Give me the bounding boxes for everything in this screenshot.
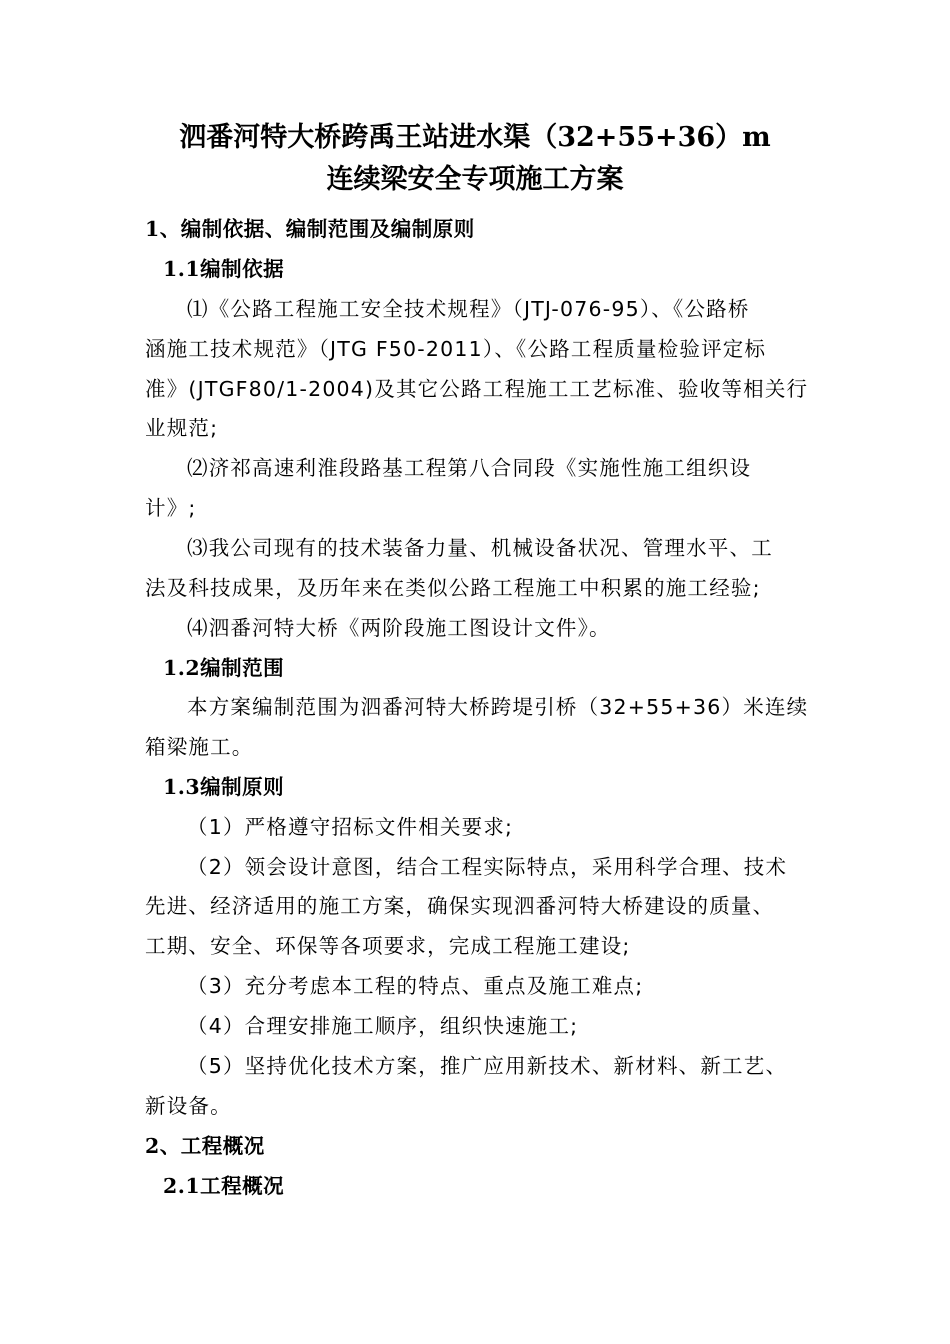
- scope-line-2: 箱梁施工。: [145, 735, 254, 759]
- principle-3-line-1: （3）充分考虑本工程的特点、重点及施工难点;: [187, 974, 644, 998]
- basis-item-3-line-1: ⑶我公司现有的技术装备力量、机械设备状况、管理水平、工: [187, 536, 773, 560]
- basis-item-3-line-2: 法及科技成果，及历年来在类似公路工程施工中积累的施工经验;: [145, 576, 761, 600]
- document-title-line-1: 泗番河特大桥跨禹王站进水渠（32+55+36）m: [179, 122, 771, 153]
- basis-item-1-line-1: ⑴《公路工程施工安全技术规程》（JTJ-076-95）、《公路桥: [187, 297, 750, 321]
- principle-5-line-2: 新设备。: [145, 1094, 232, 1118]
- document-title-line-2: 连续梁安全专项施工方案: [326, 164, 624, 195]
- basis-item-1-line-4: 业规范;: [145, 416, 219, 440]
- subsection-heading-1-1: 1.1编制依据: [163, 257, 285, 281]
- subsection-heading-2-1: 2.1工程概况: [163, 1174, 285, 1198]
- basis-item-2-line-1: ⑵济祁高速利淮段路基工程第八合同段《实施性施工组织设: [187, 456, 752, 480]
- section-heading-1: 1、编制依据、编制范围及编制原则: [145, 217, 475, 241]
- scope-line-1: 本方案编制范围为泗番河特大桥跨堤引桥（32+55+36）米连续: [187, 695, 809, 719]
- principle-5-line-1: （5）坚持优化技术方案，推广应用新技术、新材料、新工艺、: [187, 1054, 788, 1078]
- principle-4-line-1: （4）合理安排施工顺序，组织快速施工;: [187, 1014, 579, 1038]
- section-heading-2: 2、工程概况: [145, 1134, 265, 1158]
- principle-2-line-1: （2）领会设计意图，结合工程实际特点，采用科学合理、技术: [187, 855, 788, 879]
- principle-2-line-3: 工期、安全、环保等各项要求，完成工程施工建设;: [145, 934, 631, 958]
- subsection-heading-1-3: 1.3编制原则: [163, 775, 285, 799]
- basis-item-4-line-1: ⑷泗番河特大桥《两阶段施工图设计文件》。: [187, 616, 611, 640]
- basis-item-2-line-2: 计》;: [145, 496, 197, 520]
- principle-2-line-2: 先进、经济适用的施工方案，确保实现泗番河特大桥建设的质量、: [145, 894, 775, 918]
- basis-item-1-line-3: 准》(JTGF80/1-2004)及其它公路工程施工工艺标准、验收等相关行: [145, 377, 809, 401]
- principle-1-line-1: （1）严格遵守招标文件相关要求;: [187, 815, 514, 839]
- basis-item-1-line-2: 涵施工技术规范》（JTG F50-2011）、《公路工程质量检验评定标: [145, 337, 767, 361]
- subsection-heading-1-2: 1.2编制范围: [163, 656, 285, 680]
